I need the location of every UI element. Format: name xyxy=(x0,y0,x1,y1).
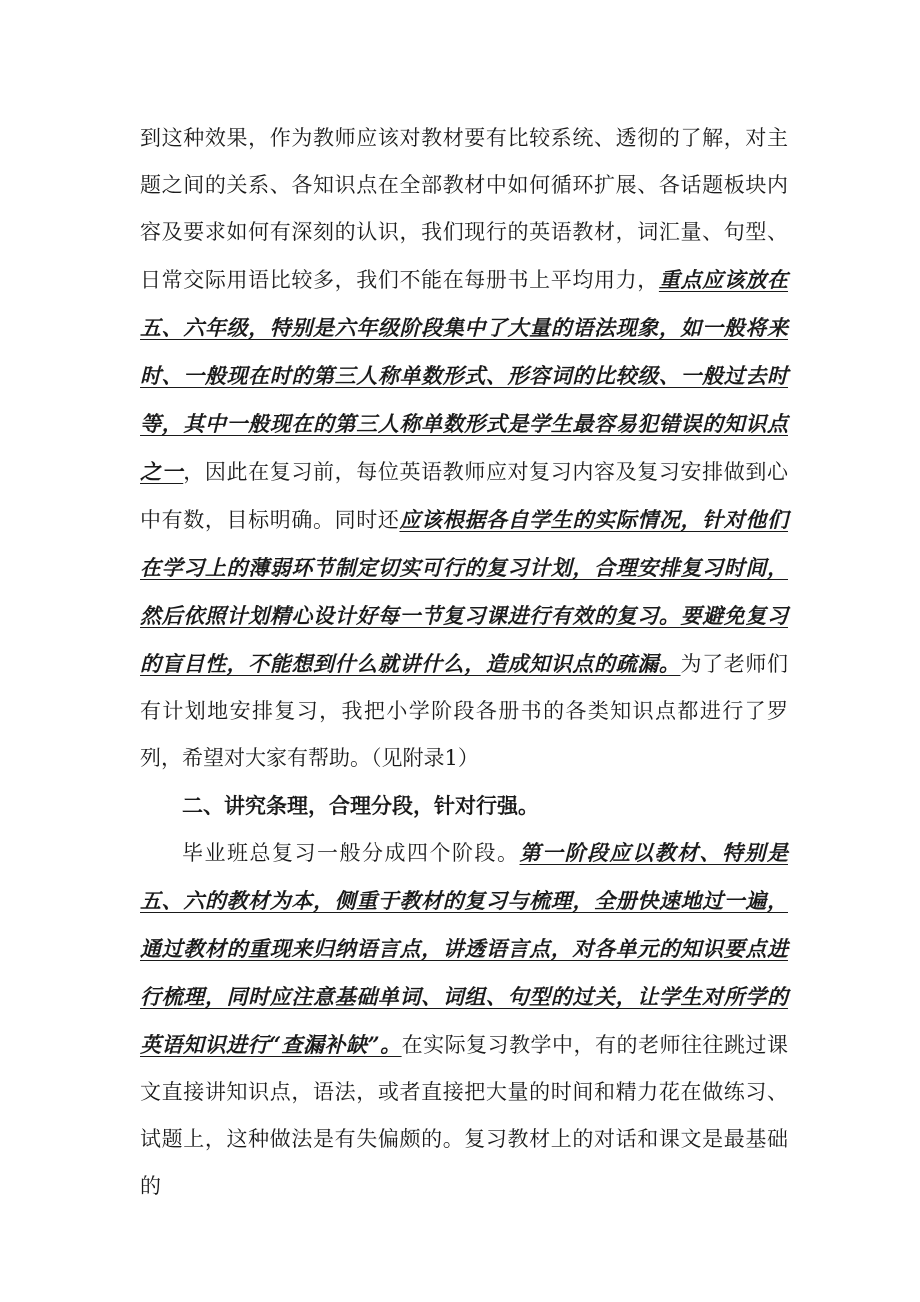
emphasis-run: 应该根据各自学生的实际情况，针对他们在学习上的薄弱环节制定切实可行的复习计划，合理安排复习时间，然后依照计划精心设计好每一节复习课进行有效的复习。要避免复习的盲目性，不能想到什么就讲什么，造成知识点的疏漏。 xyxy=(140,507,789,676)
emphasis-run: 第一阶段应以教材、特别是五、六的教材为本，侧重于教材的复习与梳理，全册快速地过一遍，通过教材的重现来归纳语言点，讲透语言点，对各单元的知识要点进行梳理，同时应注意基础单词、词组、句型的过关，让学生对所学的英语知识进行“查漏补缺”。 xyxy=(140,840,788,1057)
text-run: 在实际复习教学中，有的老师往往跳过课文直接讲知识点，语法，或者直接把大量的时间和精力花在做练习、试题上，这种做法是有失偏颇的。复习教材上的对话和课文是最基础的 xyxy=(140,1033,788,1198)
paragraph-stages xyxy=(140,829,788,1210)
paragraph-continuation xyxy=(140,115,788,782)
body-text xyxy=(140,115,788,1210)
section-heading: 二、讲究条理，合理分段，针对行强。 xyxy=(182,793,539,818)
text-run: 毕业班总复习一般分成四个阶段。 xyxy=(182,841,520,865)
text-run: 到这种效果，作为教师应该对教材要有比较系统、透彻的了解，对主题之间的关系、各知识点在全部教材中如何循环扩展、各话题板块内容及要求如何有深刻的认识，我们现行的英语教材，词汇量、句型、日常交际用语比较多，我们不能在每册书上平均用力， xyxy=(140,126,788,292)
emphasis-run: 重点应该放在五、六年级，特别是六年级阶段集中了大量的语法现象，如一般将来时、一般现在时的第三人称单数形式、形容词的比较级、一般过去时等，其中一般现在的第三人称单数形式是学生最容易犯错误的知识点之一 xyxy=(140,267,789,484)
text-run: ，因此在复习前，每位英语教师应对复习内容及复习安排做到心中有数，目标明确。同时还 xyxy=(140,460,789,532)
text-run: 为了老师们有计划地安排复习，我把小学阶段各册书的各类知识点都进行了罗列，希望对大家有帮助。（见附录1） xyxy=(140,652,788,770)
